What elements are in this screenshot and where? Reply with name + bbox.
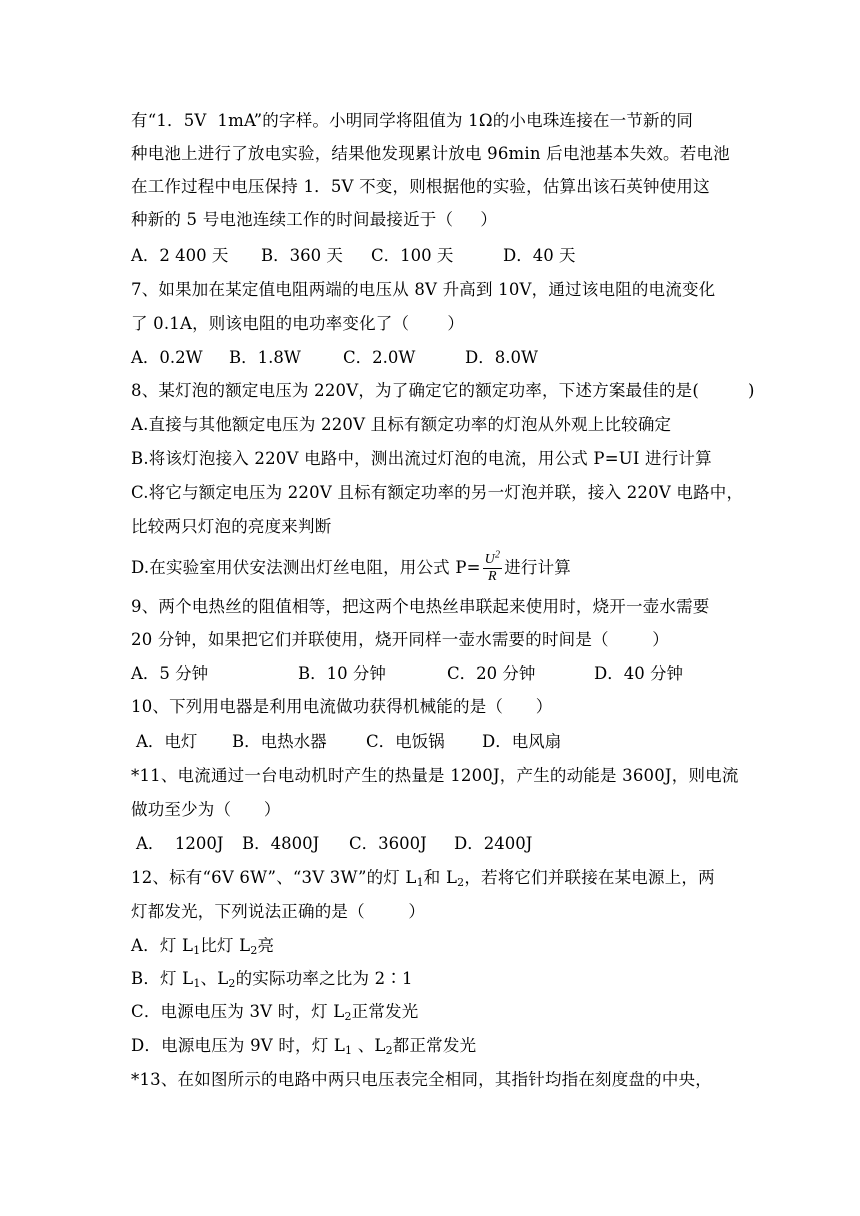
q8-text-line-1: 8、某灯泡的额定电压为 220V，为了确定它的额定功率，下述方案最佳的是( ) xyxy=(131,381,755,400)
q6-text-line-3: 在工作过程中电压保持 1．5V 不变，则根据他的实验，估算出该石英钟使用这 xyxy=(131,177,710,196)
q12-option-d xyxy=(131,1033,476,1059)
subscript-2: 2 xyxy=(344,1010,352,1023)
q9-option-b: B．10 分钟 xyxy=(298,664,386,683)
q7-option-b: B．1.8W xyxy=(229,348,301,367)
q6-option-a: A．2 400 天 xyxy=(131,246,229,265)
q6-option-b: B．360 天 xyxy=(261,246,343,265)
q12-option-d-suffix: 都正常发光 xyxy=(392,1036,477,1055)
q12-option-c-prefix: C．电源电压为 3V 时，灯 L xyxy=(131,1002,345,1021)
formula-fraction xyxy=(483,549,503,585)
q11-text-line-2: 做功至少为（ ） xyxy=(131,800,281,819)
q12-option-c xyxy=(131,999,418,1025)
q12-option-a-middle: 比灯 L xyxy=(200,936,251,955)
q12-line-1-suffix: ，若将它们并联接在某电源上，两 xyxy=(464,868,715,887)
q7-text-line-1: 7、如果加在某定值电阻两端的电压从 8V 升高到 10V，通过该电阻的电流变化 xyxy=(131,280,716,299)
q9-text-line-2: 20 分钟，如果把它们并联使用，烧开同样一壶水需要的时间是（ ） xyxy=(131,630,669,649)
q12-text-line-1 xyxy=(131,865,715,891)
q10-text-line-1: 10、下列用电器是利用电流做功获得机械能的是（ ） xyxy=(131,697,553,716)
q7-text-line-2: 了 0.1A，则该电阻的电功率变化了（ ） xyxy=(131,314,465,333)
q8-option-d-prefix: D.在实验室用伏安法测出灯丝电阻，用公式 P= xyxy=(131,558,481,577)
q7-option-a: A．0.2W xyxy=(131,348,203,367)
q7-option-c: C．2.0W xyxy=(343,348,416,367)
subscript-2: 2 xyxy=(228,977,236,990)
q12-option-a xyxy=(131,933,274,959)
q12-option-b-prefix: B．灯 L xyxy=(131,969,194,988)
formula-numerator: U xyxy=(484,552,495,567)
q6-option-c: C．100 天 xyxy=(371,246,454,265)
q11-option-d: D．2400J xyxy=(454,834,533,853)
subscript-1: 1 xyxy=(193,977,201,990)
q12-option-d-middle: 、L xyxy=(352,1036,386,1055)
q12-option-a-prefix: A．灯 L xyxy=(131,936,194,955)
q12-text-line-2: 灯都发光，下列说法正确的是（ ） xyxy=(131,902,426,921)
q11-option-b: B．4800J xyxy=(242,834,320,853)
q6-option-d: D．40 天 xyxy=(503,246,576,265)
q11-option-c: C．3600J xyxy=(349,834,427,853)
q9-option-a: A．5 分钟 xyxy=(131,664,209,683)
subscript-2: 2 xyxy=(457,876,465,889)
q10-option-b: B．电热水器 xyxy=(232,732,327,751)
q11-text-line-1: *11、电流通过一台电动机时产生的热量是 1200J，产生的动能是 3600J，则电流 xyxy=(131,766,739,785)
q11-option-a: A． 1200J xyxy=(136,834,224,853)
q8-option-c-line-2: 比较两只灯泡的亮度来判断 xyxy=(131,517,332,536)
formula-exponent: 2 xyxy=(494,549,501,561)
q8-option-d xyxy=(131,548,571,588)
subscript-1: 1 xyxy=(345,1044,353,1057)
q12-line-1-middle: 和 L xyxy=(423,868,458,887)
q8-option-d-suffix: 进行计算 xyxy=(504,558,571,577)
q12-option-b-middle: 、L xyxy=(200,969,229,988)
subscript-1: 1 xyxy=(416,876,424,889)
q8-option-b: B.将该灯泡接入 220V 电路中，测出流过灯泡的电流，用公式 P=UI 进行计算 xyxy=(131,449,712,468)
subscript-2: 2 xyxy=(250,944,258,957)
q6-text-line-1: 有“1．5V 1mA”的字样。小明同学将阻值为 1Ω的小电珠连接在一节新的同 xyxy=(131,111,694,130)
q8-option-a: A.直接与其他额定电压为 220V 且标有额定功率的灯泡从外观上比较确定 xyxy=(131,415,672,434)
q12-option-b-suffix: 的实际功率之比为 2∶1 xyxy=(235,969,413,988)
subscript-2: 2 xyxy=(385,1044,393,1057)
q12-option-b xyxy=(131,966,413,992)
q6-text-line-2: 种电池上进行了放电实验，结果他发现累计放电 96min 后电池基本失效。若电池 xyxy=(131,144,730,163)
q12-option-a-suffix: 亮 xyxy=(257,936,275,955)
subscript-1: 1 xyxy=(193,944,201,957)
formula-denominator: R xyxy=(488,569,497,584)
q9-option-d: D．40 分钟 xyxy=(594,664,683,683)
q13-text-line-1: *13、在如图所示的电路中两只电压表完全相同，其指针均指在刻度盘的中央， xyxy=(131,1070,712,1089)
q12-line-1-prefix: 12、标有“6V 6W”、“3V 3W”的灯 L xyxy=(131,868,417,887)
q10-option-d: D．电风扇 xyxy=(482,732,562,751)
q10-option-c: C．电饭锅 xyxy=(366,732,445,751)
q7-option-d: D．8.0W xyxy=(465,348,538,367)
q12-option-d-prefix: D．电源电压为 9V 时，灯 L xyxy=(131,1036,346,1055)
q10-option-a: A．电灯 xyxy=(136,732,198,751)
q12-option-c-suffix: 正常发光 xyxy=(351,1002,419,1021)
q8-option-c-line-1: C.将它与额定电压为 220V 且标有额定功率的另一灯泡并联，接入 220V 电路中， xyxy=(131,483,744,502)
q9-text-line-1: 9、两个电热丝的阻值相等，把这两个电热丝串联起来使用时，烧开一壶水需要 xyxy=(131,597,710,616)
q6-text-line-4: 种新的 5 号电池连续工作的时间最接近于（ ） xyxy=(131,210,498,229)
q9-option-c: C．20 分钟 xyxy=(447,664,536,683)
